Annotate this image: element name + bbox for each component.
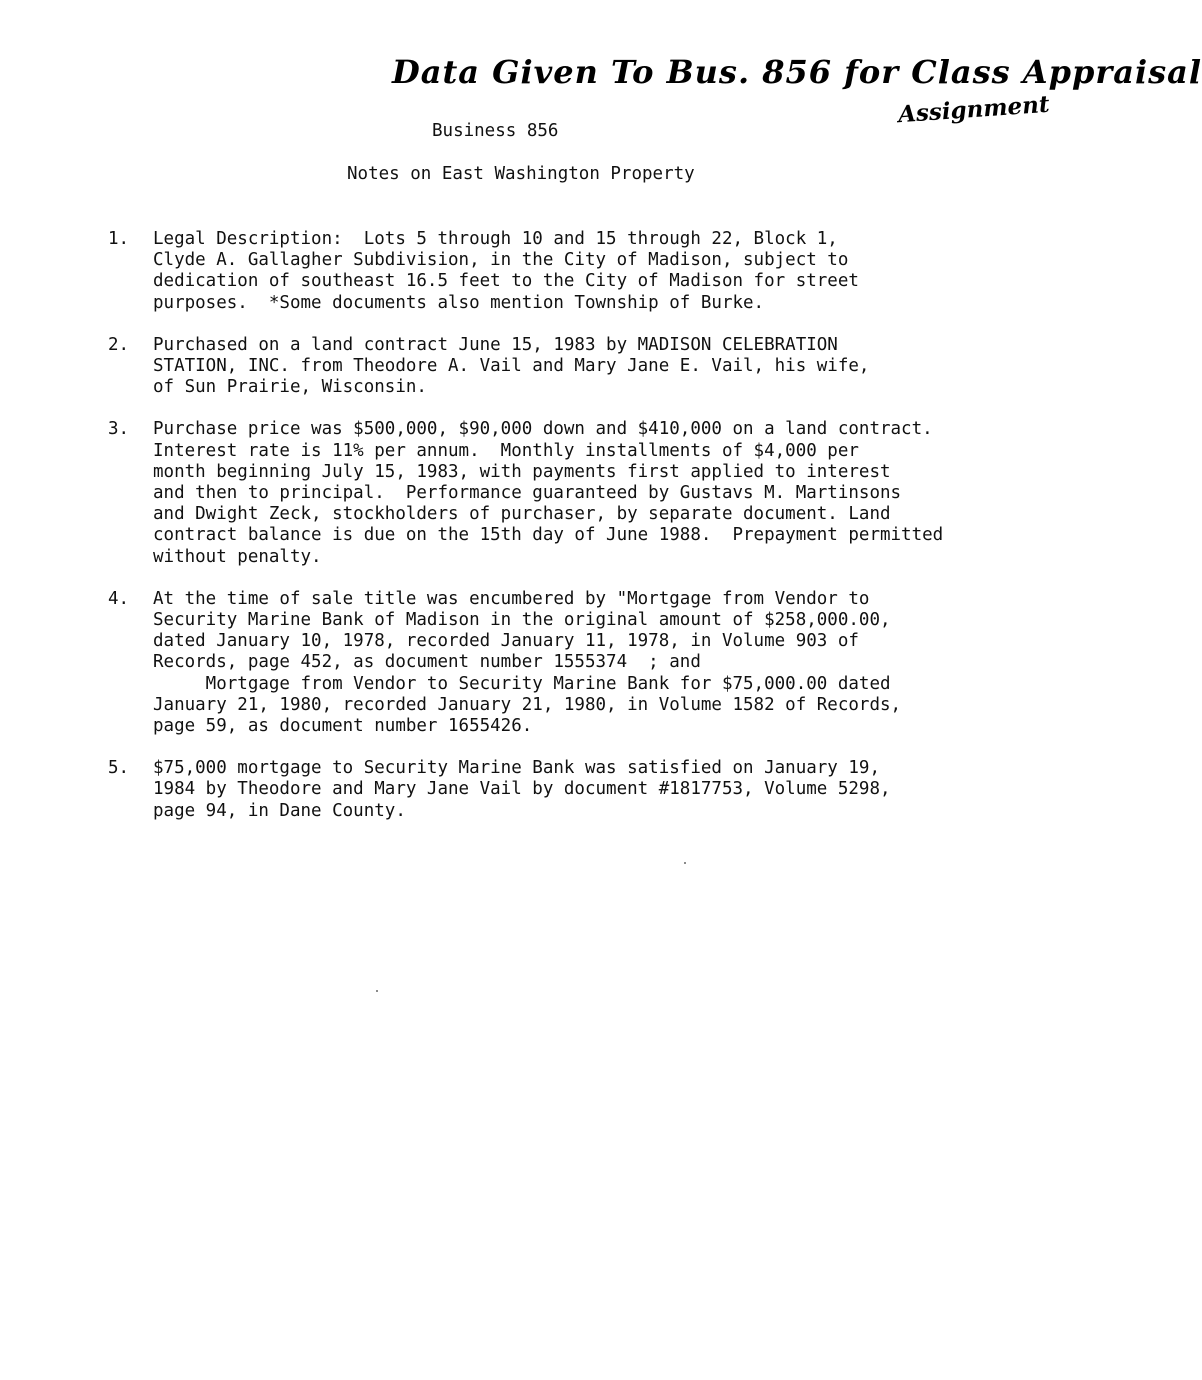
document-subtitle: Notes on East Washington Property bbox=[347, 164, 695, 184]
note-item-5 bbox=[108, 758, 1048, 822]
notes-list bbox=[108, 229, 1048, 843]
scan-speck bbox=[684, 862, 686, 864]
note-number: 4. bbox=[108, 588, 130, 609]
note-item-4 bbox=[108, 589, 1048, 737]
note-text: Purchased on a land contract June 15, 1983 by MADISON CELEBRATION STATION, INC. from Theodore A. Vail and Mary Jane E. Vail, his wife, of Sun Prairie, Wisconsin. bbox=[153, 334, 870, 398]
note-number: 1. bbox=[108, 229, 130, 249]
note-number: 2. bbox=[108, 334, 130, 355]
note-number: 5. bbox=[108, 758, 130, 779]
handwritten-note-line1: Data Given To Bus. 856 for Class Appraisal bbox=[392, 53, 1202, 91]
document-title: Business 856 bbox=[432, 121, 559, 141]
note-number: 3. bbox=[108, 419, 130, 440]
scan-speck bbox=[376, 990, 378, 992]
note-text: At the time of sale title was encumbered by "Mortgage from Vendor to Security Marine Bank of Madison in the original amount of $258,000.00, dated January 10, 1978, recorded January 11, 1978, in Volume 903 of Records, page 452, as document number 1555374 ; and Mortgage from Vendor to Security Marine Bank for $75,000.00 dated January 21, 1980, recorded January 21, 1980, in Volume 1582 of Records, page 59, as document number 1655426. bbox=[153, 588, 902, 737]
note-item-2 bbox=[108, 335, 1048, 399]
note-item-1 bbox=[108, 229, 1048, 314]
note-text: Legal Description: Lots 5 through 10 and 15 through 22, Block 1, Clyde A. Gallagher Subdivision, in the City of Madison, subject to dedication of southeast 16.5 feet to the City of Madison for street purposes. *Some documents also mention Township of Burke. bbox=[153, 229, 859, 313]
handwritten-note-line2: Assignment bbox=[897, 90, 1051, 129]
note-item-3 bbox=[108, 419, 1048, 567]
note-text: $75,000 mortgage to Security Marine Bank was satisfied on January 19, 1984 by Theodore and Mary Jane Vail by document #1817753, Volume 5298, page 94, in Dane County. bbox=[153, 758, 891, 821]
note-text: Purchase price was $500,000, $90,000 down and $410,000 on a land contract. Interest rate is 11% per annum. Monthly installments of $4,000 per month beginning July 15, 1983, with payments first applied to interest and then to principal. Performance guaranteed by Gustavs M. Martinsons and Dwight Zeck, stockholders of purchaser, by separate document. Land contract balance is due on the 15th day of June 1988. Prepayment permitted without penalty. bbox=[153, 419, 944, 567]
